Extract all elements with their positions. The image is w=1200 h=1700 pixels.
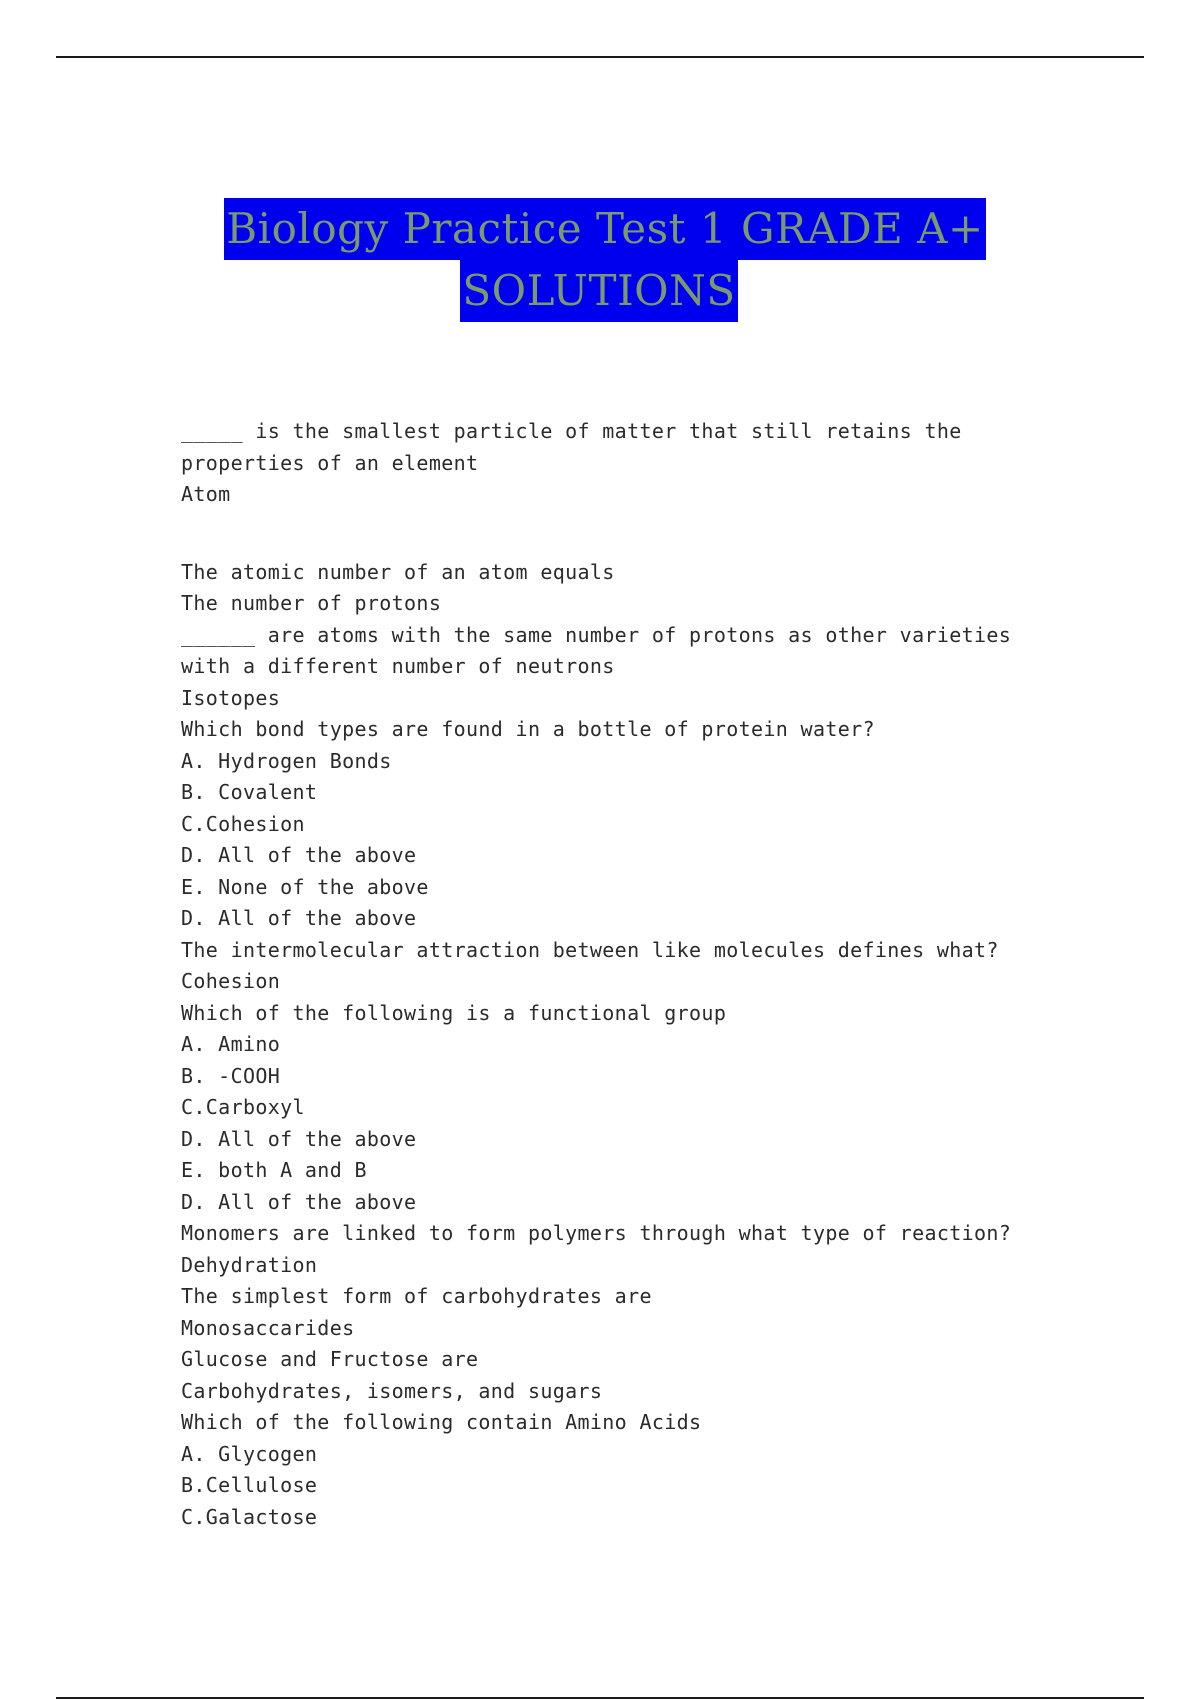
answer-line: D. All of the above: [181, 906, 417, 930]
option-line: D. All of the above: [181, 1126, 417, 1151]
text-line: with a different number of neutrons: [181, 654, 615, 678]
option-line: C.Cohesion: [181, 811, 305, 836]
option-line: A. Glycogen: [181, 1441, 318, 1466]
document-title: [0, 198, 1200, 322]
option-line: A. Amino: [181, 1032, 281, 1056]
option-line: B. -COOH: [181, 1063, 281, 1088]
text-line: _____ is the smallest particle of matter that still retains the: [181, 419, 962, 443]
option-line: A. Hydrogen Bonds: [181, 748, 392, 773]
option-line: E. both A and B: [181, 1158, 367, 1182]
text-line: Which of the following contain Amino Acids: [181, 1410, 702, 1434]
text-line: The simplest form of carbohydrates are: [181, 1284, 652, 1308]
title-line-1: Biology Practice Test 1 GRADE A+: [224, 198, 985, 260]
footer-rule: [56, 1697, 1144, 1699]
answer-line: Carbohydrates, isomers, and sugars: [181, 1378, 603, 1403]
option-line: B. Covalent: [181, 780, 318, 804]
text-line: The atomic number of an atom equals: [181, 559, 615, 584]
answer-line: Dehydration: [181, 1252, 318, 1277]
text-line: Which bond types are found in a bottle of protein water?: [181, 717, 875, 741]
option-line: B.Cellulose: [181, 1473, 318, 1497]
question-list: [181, 557, 1081, 1534]
document-body: [181, 416, 1081, 1533]
text-line: Which of the following is a functional group: [181, 1000, 727, 1025]
text-line: ______ are atoms with the same number of protons as other varieties: [181, 622, 1012, 647]
text-line: Glucose and Fructose are: [181, 1347, 479, 1371]
question-block-atom: [181, 416, 1081, 511]
text-line: properties of an element: [181, 450, 479, 475]
answer-line: Cohesion: [181, 969, 281, 993]
paragraph-gap: [181, 511, 1081, 557]
answer-line: Atom: [181, 482, 231, 506]
answer-line: The number of protons: [181, 591, 442, 615]
answer-line: Monosaccarides: [181, 1315, 355, 1340]
option-line: C.Carboxyl: [181, 1095, 305, 1119]
text-line: Monomers are linked to form polymers through what type of reaction?: [181, 1221, 1012, 1245]
answer-line: Isotopes: [181, 685, 281, 710]
header-rule: [56, 56, 1144, 58]
option-line: C.Galactose: [181, 1504, 318, 1529]
text-line: The intermolecular attraction between like molecules defines what?: [181, 937, 999, 962]
option-line: D. All of the above: [181, 843, 417, 867]
title-line-2: SOLUTIONS: [460, 260, 737, 322]
option-line: E. None of the above: [181, 874, 429, 899]
answer-line: D. All of the above: [181, 1189, 417, 1214]
